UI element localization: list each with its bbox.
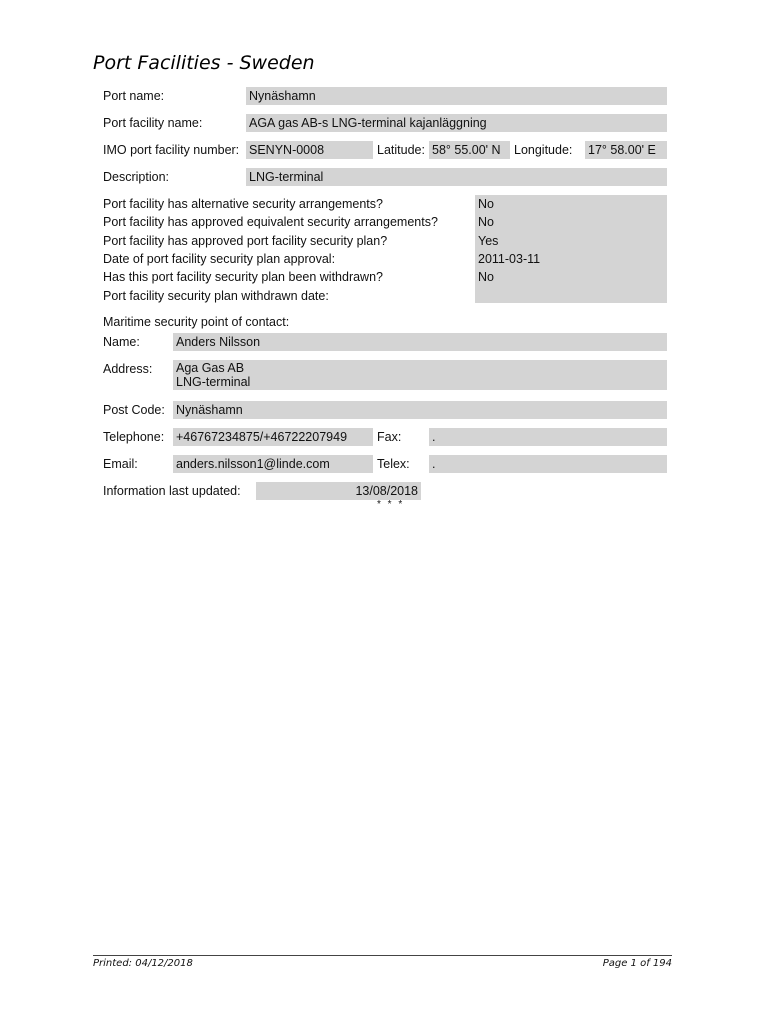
imo-number-field: SENYN-0008: [246, 141, 373, 159]
port-name-field: Nynäshamn: [246, 87, 667, 105]
port-name-label: Port name:: [103, 89, 165, 103]
latitude-label: Latitude:: [377, 143, 425, 157]
printed-date: Printed: 04/12/2018: [93, 958, 193, 969]
longitude-label: Longitude:: [514, 143, 573, 157]
fax-label: Fax:: [377, 430, 402, 444]
section-separator: * * *: [377, 499, 405, 510]
telephone-field: +46767234875/+46722207949: [173, 428, 373, 446]
address-label: Address:: [103, 362, 153, 376]
fax-field: .: [429, 428, 667, 446]
description-field: LNG-terminal: [246, 168, 667, 186]
footer-rule: [93, 955, 672, 956]
latitude-field: 58° 55.00' N: [429, 141, 510, 159]
contact-name-label: Name:: [103, 335, 140, 349]
answers-box: [475, 195, 667, 303]
answer-plan-withdrawn: No: [478, 270, 494, 284]
telephone-label: Telephone:: [103, 430, 165, 444]
description-label: Description:: [103, 170, 169, 184]
question-approval-date: Date of port facility security plan approval:: [103, 252, 336, 266]
postcode-field: Nynäshamn: [173, 401, 667, 419]
answer-equivalent-arrangements: No: [478, 215, 494, 229]
facility-name-label: Port facility name:: [103, 116, 203, 130]
question-equivalent-arrangements: Port facility has approved equivalent security arrangements?: [103, 215, 438, 229]
page-number: Page 1 of 194: [602, 958, 672, 969]
page-title: Port Facilities - Sweden: [93, 52, 315, 74]
imo-number-label: IMO port facility number:: [103, 143, 240, 157]
last-updated-field: 13/08/2018: [256, 482, 421, 500]
question-plan-withdrawn: Has this port facility security plan been withdrawn?: [103, 270, 383, 284]
address-line-1: Aga Gas AB: [176, 361, 245, 375]
postcode-label: Post Code:: [103, 403, 165, 417]
telex-label: Telex:: [377, 457, 410, 471]
contact-heading: Maritime security point of contact:: [103, 315, 290, 329]
question-withdrawn-date: Port facility security plan withdrawn date:: [103, 289, 329, 303]
answer-alt-arrangements: No: [478, 197, 494, 211]
telex-field: .: [429, 455, 667, 473]
address-field: [173, 360, 667, 390]
facility-name-field: AGA gas AB-s LNG-terminal kajanläggning: [246, 114, 667, 132]
last-updated-label: Information last updated:: [103, 484, 241, 498]
question-alt-arrangements: Port facility has alternative security arrangements?: [103, 197, 383, 211]
longitude-field: 17° 58.00' E: [585, 141, 667, 159]
address-line-2: LNG-terminal: [176, 375, 251, 389]
contact-name-field: Anders Nilsson: [173, 333, 667, 351]
email-field: anders.nilsson1@linde.com: [173, 455, 373, 473]
answer-approval-date: 2011-03-11: [478, 252, 541, 266]
email-label: Email:: [103, 457, 138, 471]
answer-approved-plan: Yes: [478, 234, 499, 248]
question-approved-plan: Port facility has approved port facility security plan?: [103, 234, 388, 248]
